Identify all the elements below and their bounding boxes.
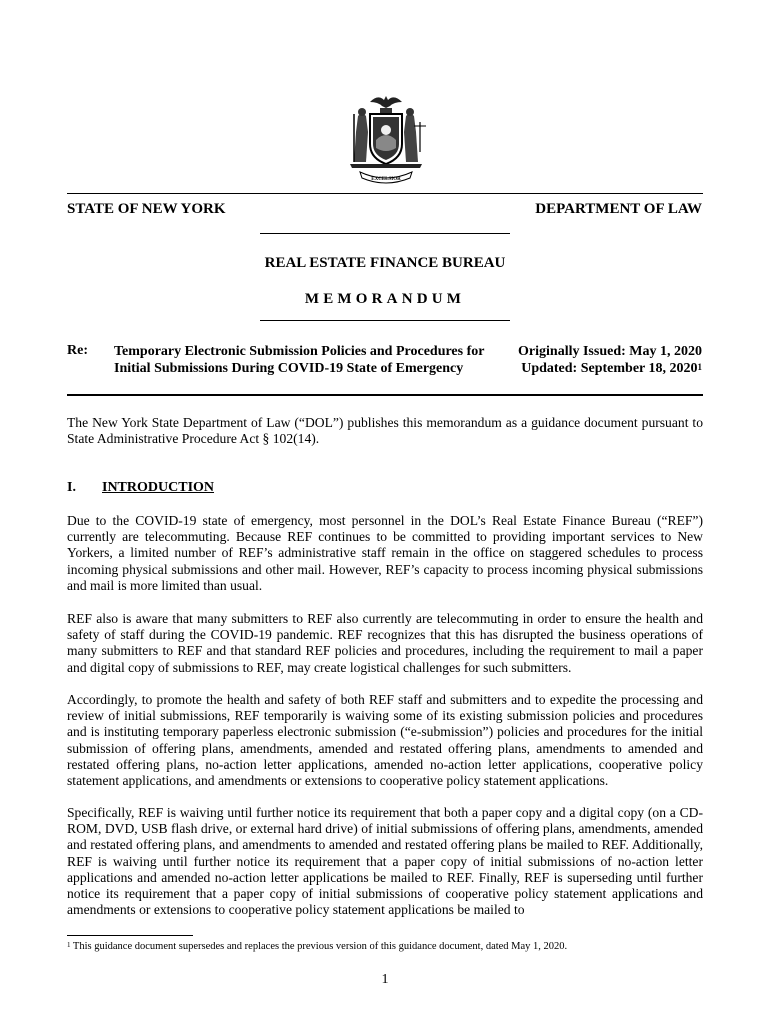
memo-title: MEMORANDUM bbox=[304, 291, 466, 307]
header-rule bbox=[67, 193, 703, 194]
footnote bbox=[67, 941, 567, 952]
footnote-text: This guidance document supersedes and replaces the previous version of this guidance document, dated May 1, 2020. bbox=[70, 941, 568, 952]
section-title: INTRODUCTION bbox=[102, 480, 215, 495]
issue-dates bbox=[518, 343, 702, 377]
re-label: Re: bbox=[67, 343, 88, 358]
paragraph: Due to the COVID-19 state of emergency, most personnel in the DOL’s Real Estate Finance Bureau (“REF”) currently are telecommuting. Because REF continues to be committed to providing important services to New Yorkers, a limited number of REF’s administrative staff remain in the office on staggered schedules to process incoming physical submissions and other mail. However, REF’s capacity to process incoming physical submissions and mail is more limited than usual. bbox=[67, 513, 703, 593]
new-york-state-seal-icon bbox=[340, 92, 432, 188]
divider-rule bbox=[260, 233, 510, 234]
divider-rule bbox=[260, 320, 510, 321]
intro-paragraph: The New York State Department of Law (“DOL”) publishes this memorandum as a guidance document pursuant to State Administrative Procedure Act § 102(14). bbox=[67, 415, 703, 447]
updated-date-line bbox=[518, 360, 702, 377]
paragraph: Accordingly, to promote the health and safety of both REF staff and submitters and to expedite the processing and review of initial submissions, REF temporarily is waiving some of its existing submission policies and procedures and is instituting temporary paperless electronic submission (“e-submission”) policies and procedures for the initial submission of offering plans, amendments, amended and restated offering plans, amendments to amended and restated offering plans, no-action letter applications, amended no-action letter applications, cooperative policy statement applications, and amendments or extensions to cooperative policy statement applications. bbox=[67, 692, 703, 789]
updated-date: Updated: September 18, 2020 bbox=[521, 361, 698, 376]
section-number: I. bbox=[67, 480, 76, 495]
section-heading bbox=[67, 480, 214, 496]
bureau-title: REAL ESTATE FINANCE BUREAU bbox=[264, 255, 506, 271]
header-department: DEPARTMENT OF LAW bbox=[535, 201, 702, 217]
seal-motto: EXCELSIOR bbox=[371, 177, 401, 182]
paragraph: Specifically, REF is waiving until further notice its requirement that both a paper copy and a digital copy (on a CD-ROM, DVD, USB flash drive, or external hard drive) of initial submissions of offering plans, amendments, amended and restated offering plans, and amendments to amended and restated offering plans be mailed to REF. Additionally, REF is waiving until further notice its requirement that a paper copy of initial submissions of no-action letter applications and amended no-action letter applications be mailed to REF. Finally, REF is superseding until further notice its requirement that a paper copy of initial submissions of cooperative policy statement applications and amendments or extensions to cooperative policy statement applications be mailed to bbox=[67, 805, 703, 918]
footnote-ref: 1 bbox=[697, 362, 702, 372]
re-subject bbox=[114, 343, 504, 377]
re-rule bbox=[67, 394, 703, 396]
issued-date: Originally Issued: May 1, 2020 bbox=[518, 344, 702, 359]
paragraph: REF also is aware that many submitters to REF also currently are telecommuting in order to ensure the health and safety of staff during the COVID-19 pandemic. REF recognizes that this has disrupted the business operations of many submitters to REF and that standard REF policies and procedures, including the requirement to mail a paper and digital copy of submissions to REF, may create logistical challenges for such submitters. bbox=[67, 611, 703, 675]
footnote-marker: 1 bbox=[67, 941, 71, 949]
page-number: 1 bbox=[381, 972, 389, 987]
header-state: STATE OF NEW YORK bbox=[67, 201, 226, 217]
re-subject-line: Temporary Electronic Submission Policies and Procedures for bbox=[114, 344, 485, 359]
re-subject-line: Initial Submissions During COVID-19 State of Emergency bbox=[114, 361, 464, 376]
footnote-rule bbox=[67, 935, 193, 936]
